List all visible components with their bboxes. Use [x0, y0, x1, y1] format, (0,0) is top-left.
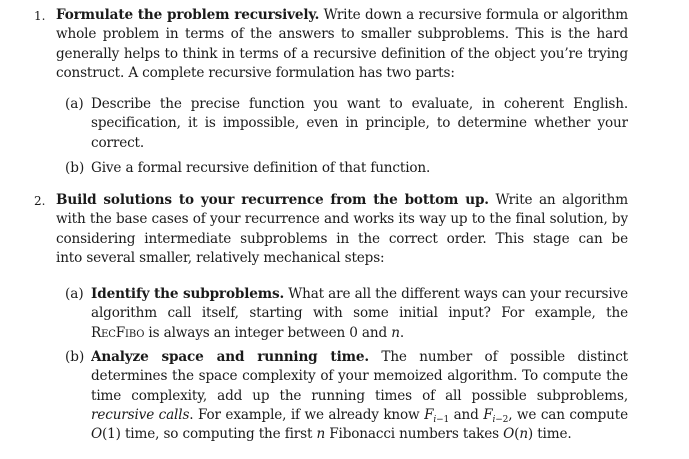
text-line: into several smaller, relatively mechanical steps:: [56, 249, 385, 266]
text-line: specification, it is impossible, even in principle, to determine whether your: [91, 115, 628, 132]
text-line: Give a formal recursive definition of that function.: [91, 160, 431, 176]
item-2-text: [56, 191, 628, 268]
item-2a-text: [91, 285, 628, 343]
text-line: considering intermediate subproblems in the correct order. This stage can be: [56, 230, 628, 247]
subitem-label: (a): [65, 96, 84, 112]
text-line: Describe the precise function you want to evaluate, in coherent English.: [91, 96, 628, 112]
text-line: with the base cases of your recurrence and works its way up to the final solution, by: [56, 211, 628, 228]
text-line: recursive calls. For example, if we already know $F_{i-1}$ and $F_{i-2}$, we can compute: [91, 406, 628, 425]
text-line: determines the space complexity of your memoized algorithm. To compute the: [91, 368, 628, 385]
item-1a-text: [91, 95, 628, 153]
subitem-label: (a): [65, 286, 84, 302]
text-line: generally helps to think in terms of a recursive definition of the object you’re trying: [56, 45, 628, 62]
text-line: Formulate the problem recursively. Write down a recursive formula or algorithm: [56, 7, 628, 23]
text-line: correct.: [91, 134, 145, 151]
subitem-label: (b): [65, 160, 85, 176]
item-1b-text: [91, 159, 628, 178]
item-2b-text: [91, 348, 628, 444]
text-line: O(1) time, so computing the first n Fibonacci numbers takes O(n) time.: [91, 426, 572, 443]
subitem-label: (b): [65, 349, 85, 365]
item-number: 1.: [34, 9, 46, 23]
text-line: construct. A complete recursive formulation has two parts:: [56, 64, 455, 81]
text-line: time complexity, add up the running times of all possible subproblems,: [91, 387, 628, 404]
item-number: 2.: [34, 194, 46, 208]
text-line: RecFibo is always an integer between 0 and n.: [91, 324, 405, 341]
text-line: whole problem in terms of the answers to smaller subproblems. This is the hard: [56, 26, 628, 43]
text-line: Analyze space and running time. The number of possible distinct: [91, 349, 628, 365]
item-1-text: [56, 6, 628, 83]
text-line: Identify the subproblems. What are all the different ways can your recursive: [91, 286, 628, 302]
text-line: Build solutions to your recurrence from the bottom up. Write an algorithm: [56, 192, 628, 208]
text-line: algorithm call itself, starting with some initial input? For example, the: [91, 305, 628, 322]
